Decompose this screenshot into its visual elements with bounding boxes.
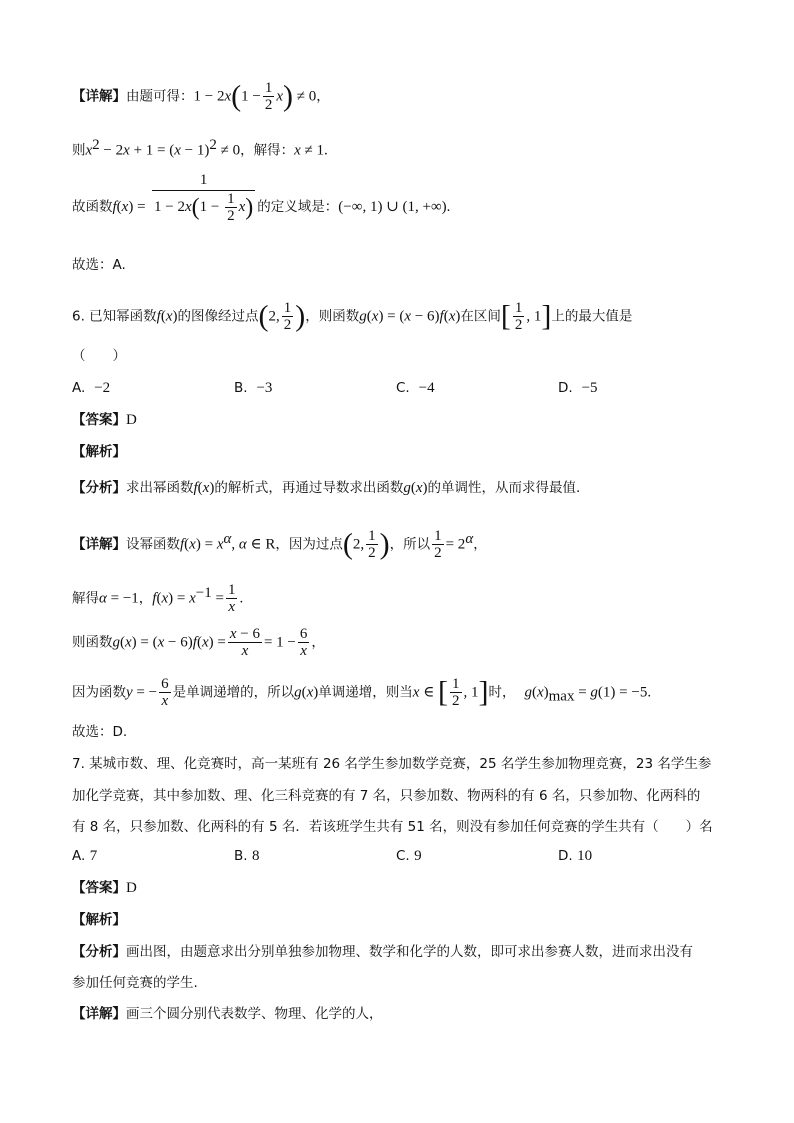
q5-then-line: 则$x^2 - 2x + 1 = (x - 1)^2 \ne 0$，解得：x ≠ 1. bbox=[72, 137, 328, 159]
q7-option-d: D. 10 bbox=[558, 848, 593, 864]
q6-fenxi: 【分析】求出幂函数f(x)的解析式，再通过导数求出函数g(x)的单调性，从而求得最值. bbox=[72, 480, 581, 496]
q5-detail-line: 【详解】由题可得：1 − 2x(1 − $\frac{1}{2}$ x) ≠ 0， bbox=[72, 79, 330, 113]
q7-option-a: A. 7 bbox=[72, 848, 98, 864]
q7-option-c: C. 9 bbox=[396, 848, 422, 864]
q6-analysis-tag: 【解析】 bbox=[72, 444, 126, 460]
q7-stem-1: 7. 某城市数、理、化竞赛时，高一某班有 26 名学生参加数学竞赛，25 名学生参加物理竞赛，23 名学生参 bbox=[72, 756, 712, 772]
q7-detail: 【详解】画三个圆分别代表数学、物理、化学的人， bbox=[72, 1006, 383, 1022]
detail-tag: 【详解】 bbox=[72, 88, 126, 105]
q7-stem-2: 加化学竞赛，其中参加数、理、化三科竞赛的有 7 名，只参加数、物两科的有 6 名，只参加物、化两科的 bbox=[72, 788, 701, 804]
q7-fenxi-1: 【分析】画出图，由题意求出分别单独参加物理、数学和化学的人数，即可求出参赛人数，进而求出没有 bbox=[72, 944, 693, 960]
q6-paren: （ ） bbox=[72, 348, 126, 364]
q6-option-c: C. −4 bbox=[396, 380, 435, 396]
q6-option-b: B. −3 bbox=[234, 380, 273, 396]
q6-option-a: A. −2 bbox=[72, 380, 111, 396]
q7-fenxi-2: 参加任何竞赛的学生. bbox=[72, 975, 198, 991]
q6-solved: 解得α = −1，$f(x) = x^{-1}$ = $\frac{1}{x}$ . bbox=[72, 582, 244, 615]
q6-mono: 因为函数y = − $\frac{6}{x}$ 是单调递增的，所以g(x)单调递增，则当x ∈ [ $\frac{1}{2}$ , 1]时， $g(x)_{max} = g(1) = -5$. bbox=[72, 675, 652, 709]
q6-answer: 【答案】D bbox=[72, 412, 137, 428]
q7-option-b: B. 8 bbox=[234, 848, 260, 864]
q6-option-d: D. −5 bbox=[558, 380, 598, 396]
q5-domain-line: 故函数f(x) = 1 1 − 2x(1 − $\frac{1}{2}$ x) 的定义域是：(−∞, 1) ∪ (1, +∞). bbox=[72, 172, 451, 224]
q7-stem-3: 有 8 名，只参加数、化两科的有 5 名．若该班学生共有 51 名，则没有参加任何竞赛的学生共有（ ）名 bbox=[72, 819, 713, 835]
q5-choose: 故选：A. bbox=[72, 257, 126, 273]
q6-detail: 【详解】设幂函数$f(x) = x^\alpha$, α ∈ R，因为过点(2, $\frac{1}{2}$ )，所以 $\frac{1}{2}$ = $2^\alpha$， bbox=[72, 527, 487, 561]
q6-choose: 故选：D. bbox=[72, 724, 128, 740]
q6-g-expr: 则函数g(x) = (x − 6)f(x) = $\frac{x - 6}{x}$ = 1 − $\frac{6}{x}$ ， bbox=[72, 626, 325, 659]
q6-stem: 6. 已知幂函数f(x)的图像经过点(2, $\frac{1}{2}$ )，则函数g(x) = (x − 6)f(x)在区间[ $\frac{1}{2}$ , 1]上的最大值是 bbox=[72, 299, 633, 333]
q7-answer: 【答案】D bbox=[72, 880, 137, 896]
q7-analysis-tag: 【解析】 bbox=[72, 912, 126, 928]
